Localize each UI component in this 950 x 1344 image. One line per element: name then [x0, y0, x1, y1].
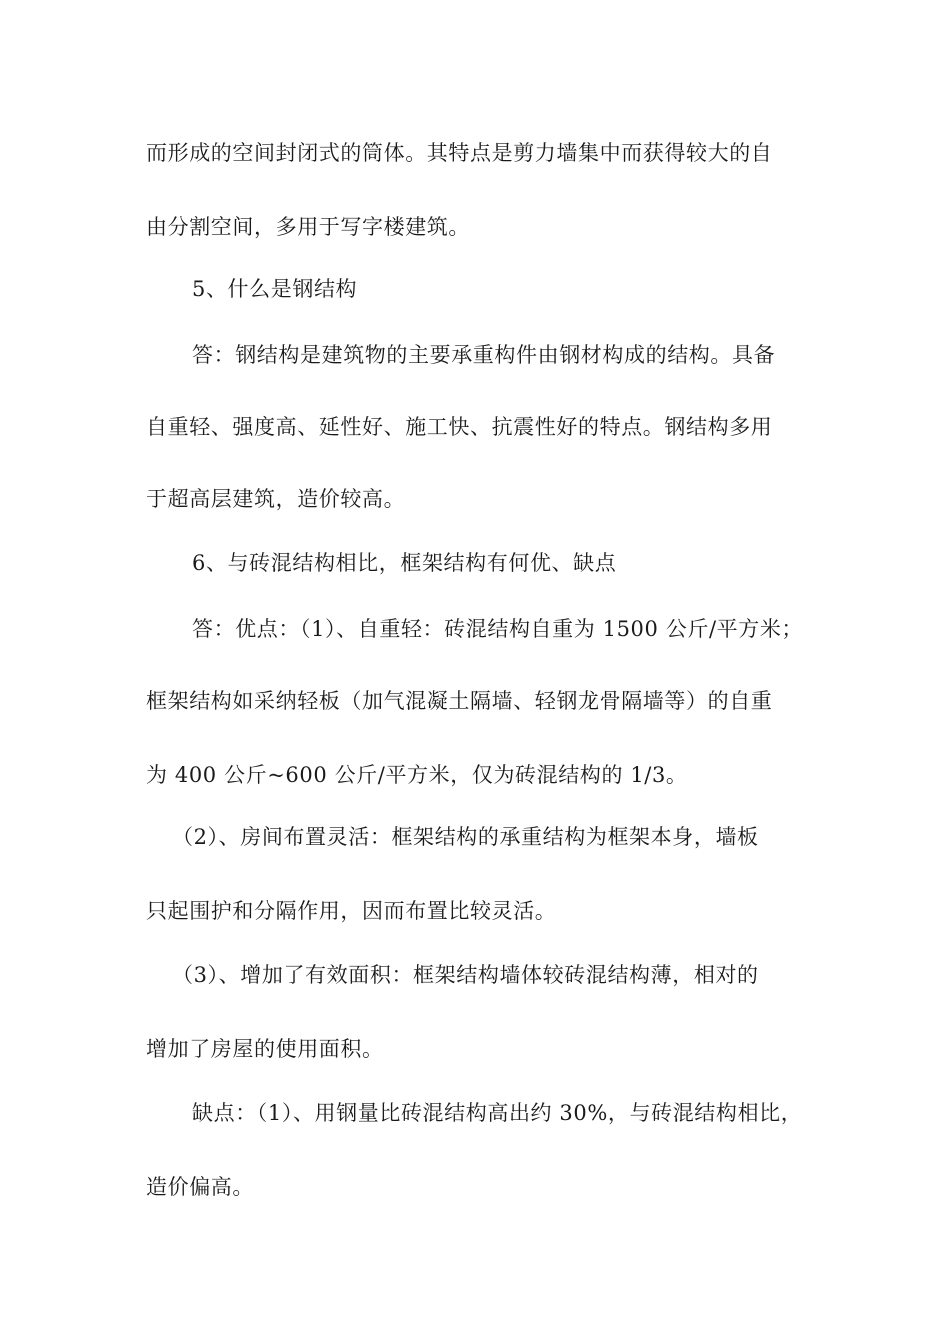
paragraph-line-4: 自重轻、强度高、延性好、施工快、抗震性好的特点。钢结构多用 — [146, 415, 773, 439]
paragraph-line-9: （2）、房间布置灵活：框架结构的承重结构为框架本身，墙板 — [172, 825, 759, 849]
paragraph-line-12: 增加了房屋的使用面积。 — [146, 1037, 384, 1061]
paragraph-line-2: 由分割空间，多用于写字楼建筑。 — [146, 215, 470, 239]
paragraph-line-7: 框架结构如采纳轻板（加气混凝土隔墙、轻钢龙骨隔墙等）的自重 — [146, 689, 773, 713]
paragraph-line-10: 只起围护和分隔作用，因而布置比较灵活。 — [146, 899, 557, 923]
section-heading-6: 6、与砖混结构相比，框架结构有何优、缺点 — [192, 551, 617, 575]
paragraph-line-8: 为 400 公斤~600 公斤/平方米，仅为砖混结构的 1/3。 — [146, 763, 688, 787]
paragraph-line-13: 缺点：（1）、用钢量比砖混结构高出约 30%，与砖混结构相比， — [192, 1101, 803, 1125]
paragraph-line-14: 造价偏高。 — [146, 1175, 254, 1199]
paragraph-line-11: （3）、增加了有效面积：框架结构墙体较砖混结构薄，相对的 — [172, 963, 759, 987]
paragraph-line-3: 答：钢结构是建筑物的主要承重构件由钢材构成的结构。具备 — [192, 343, 776, 367]
paragraph-line-1: 而形成的空间封闭式的筒体。其特点是剪力墙集中而获得较大的自 — [146, 141, 773, 165]
paragraph-line-5: 于超高层建筑，造价较高。 — [146, 487, 406, 511]
paragraph-line-6: 答：优点：（1）、自重轻：砖混结构自重为 1500 公斤/平方米； — [192, 617, 804, 641]
section-heading-5: 5、什么是钢结构 — [192, 277, 358, 301]
